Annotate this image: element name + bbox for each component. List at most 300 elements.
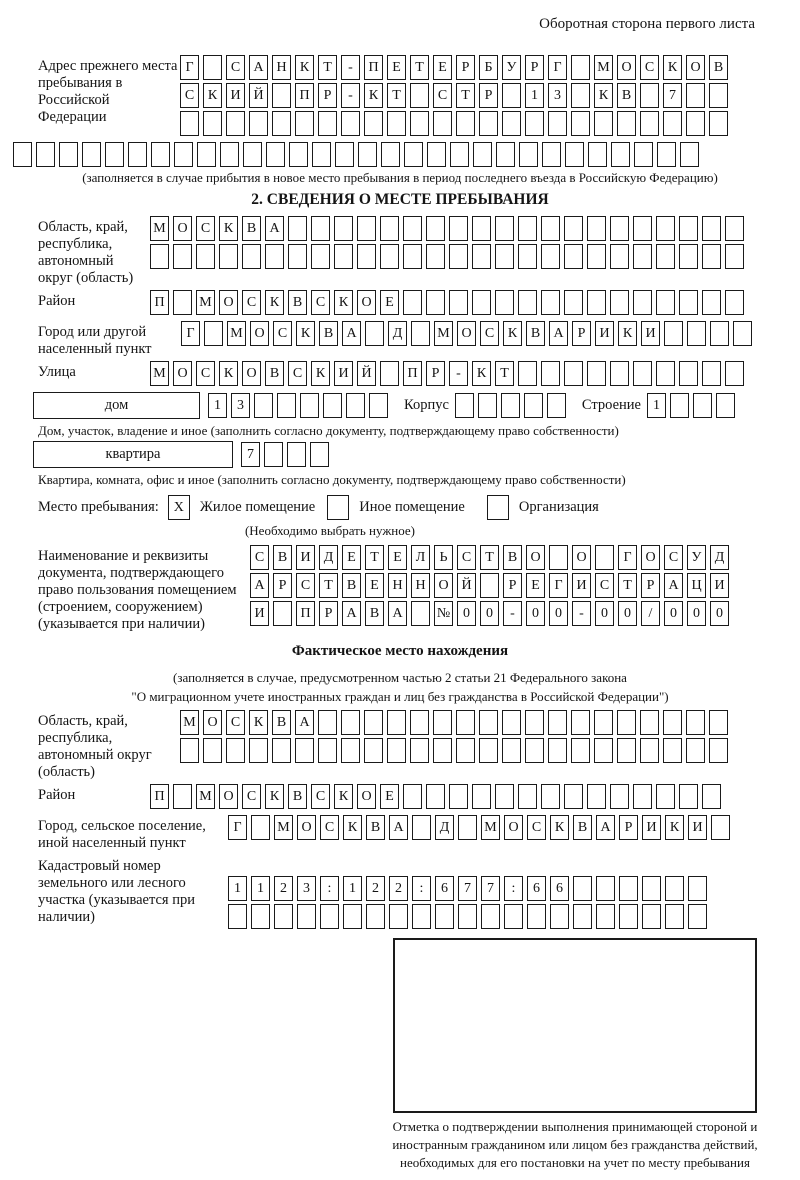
char-box[interactable]: О (457, 321, 476, 346)
char-box[interactable] (571, 738, 590, 763)
char-box[interactable] (670, 393, 689, 418)
char-box[interactable]: 6 (435, 876, 454, 901)
char-box[interactable] (318, 710, 337, 735)
char-box[interactable] (403, 216, 422, 241)
char-box[interactable] (478, 393, 497, 418)
char-box[interactable]: В (365, 601, 384, 626)
char-box[interactable] (686, 83, 705, 108)
char-box[interactable] (571, 83, 590, 108)
char-box[interactable] (541, 361, 560, 386)
char-box[interactable] (334, 216, 353, 241)
char-box[interactable] (403, 784, 422, 809)
char-box[interactable] (295, 111, 314, 136)
char-box[interactable] (504, 904, 523, 929)
char-box[interactable] (524, 393, 543, 418)
char-box[interactable] (610, 216, 629, 241)
char-box[interactable] (387, 111, 406, 136)
char-box[interactable]: С (250, 545, 269, 570)
char-box[interactable]: 2 (274, 876, 293, 901)
char-box[interactable] (702, 784, 721, 809)
char-box[interactable]: Т (410, 55, 429, 80)
char-box[interactable]: М (150, 361, 169, 386)
char-box[interactable]: В (573, 815, 592, 840)
char-box[interactable] (725, 361, 744, 386)
char-box[interactable]: М (481, 815, 500, 840)
char-box[interactable]: 7 (241, 442, 260, 467)
char-box[interactable]: К (364, 83, 383, 108)
char-box[interactable] (610, 361, 629, 386)
char-box[interactable]: У (687, 545, 706, 570)
char-box[interactable] (251, 815, 270, 840)
char-box[interactable] (573, 876, 592, 901)
char-box[interactable] (433, 710, 452, 735)
char-box[interactable]: 0 (595, 601, 614, 626)
char-box[interactable] (449, 784, 468, 809)
char-box[interactable]: Т (318, 55, 337, 80)
char-box[interactable] (173, 290, 192, 315)
char-box[interactable] (587, 244, 606, 269)
char-box[interactable]: Е (365, 573, 384, 598)
char-box[interactable]: Р (503, 573, 522, 598)
char-box[interactable]: Н (411, 573, 430, 598)
char-box[interactable]: Н (272, 55, 291, 80)
char-box[interactable]: П (150, 290, 169, 315)
char-box[interactable] (254, 393, 273, 418)
char-box[interactable]: 1 (525, 83, 544, 108)
char-box[interactable] (410, 710, 429, 735)
char-box[interactable] (663, 111, 682, 136)
char-box[interactable] (197, 142, 216, 167)
char-box[interactable] (297, 904, 316, 929)
char-box[interactable]: М (196, 290, 215, 315)
char-box[interactable] (380, 361, 399, 386)
char-box[interactable]: Е (433, 55, 452, 80)
char-box[interactable] (549, 545, 568, 570)
char-box[interactable]: К (203, 83, 222, 108)
char-box[interactable]: Т (618, 573, 637, 598)
char-box[interactable] (571, 111, 590, 136)
char-box[interactable] (679, 216, 698, 241)
char-box[interactable]: В (319, 321, 338, 346)
char-box[interactable] (665, 876, 684, 901)
char-box[interactable]: С (527, 815, 546, 840)
char-box[interactable] (564, 290, 583, 315)
char-box[interactable]: 2 (389, 876, 408, 901)
char-box[interactable] (426, 784, 445, 809)
char-box[interactable] (518, 784, 537, 809)
char-box[interactable]: М (150, 216, 169, 241)
char-box[interactable]: О (173, 216, 192, 241)
char-box[interactable] (640, 83, 659, 108)
char-box[interactable] (495, 290, 514, 315)
char-box[interactable]: Г (181, 321, 200, 346)
char-box[interactable]: В (242, 216, 261, 241)
char-box[interactable] (389, 904, 408, 929)
char-box[interactable] (311, 244, 330, 269)
char-box[interactable]: О (504, 815, 523, 840)
char-box[interactable]: К (265, 784, 284, 809)
char-box[interactable] (387, 738, 406, 763)
char-box[interactable]: В (288, 784, 307, 809)
char-box[interactable] (527, 904, 546, 929)
char-box[interactable] (456, 710, 475, 735)
char-box[interactable] (318, 111, 337, 136)
char-box[interactable]: К (265, 290, 284, 315)
char-box[interactable] (686, 111, 705, 136)
char-box[interactable]: О (572, 545, 591, 570)
char-box[interactable]: О (297, 815, 316, 840)
char-box[interactable] (243, 142, 262, 167)
char-box[interactable] (272, 738, 291, 763)
char-box[interactable]: В (503, 545, 522, 570)
char-box[interactable] (518, 216, 537, 241)
char-box[interactable]: 1 (208, 393, 227, 418)
char-box[interactable]: 3 (548, 83, 567, 108)
char-box[interactable] (633, 290, 652, 315)
char-box[interactable] (249, 111, 268, 136)
char-box[interactable]: К (663, 55, 682, 80)
char-box[interactable]: О (203, 710, 222, 735)
char-box[interactable]: А (388, 601, 407, 626)
char-box[interactable] (473, 142, 492, 167)
char-box[interactable] (564, 784, 583, 809)
char-box[interactable] (502, 738, 521, 763)
char-box[interactable] (410, 111, 429, 136)
char-box[interactable]: 7 (481, 876, 500, 901)
char-box[interactable] (311, 216, 330, 241)
char-box[interactable] (596, 904, 615, 929)
char-box[interactable] (594, 710, 613, 735)
char-box[interactable] (686, 738, 705, 763)
char-box[interactable]: И (688, 815, 707, 840)
char-box[interactable] (289, 142, 308, 167)
char-box[interactable] (495, 244, 514, 269)
char-box[interactable]: Е (387, 55, 406, 80)
char-box[interactable]: 0 (710, 601, 729, 626)
char-box[interactable] (203, 55, 222, 80)
char-box[interactable] (272, 111, 291, 136)
char-box[interactable] (427, 142, 446, 167)
char-box[interactable] (495, 216, 514, 241)
char-box[interactable]: П (364, 55, 383, 80)
char-box[interactable]: 3 (231, 393, 250, 418)
char-box[interactable] (346, 393, 365, 418)
char-box[interactable] (59, 142, 78, 167)
char-box[interactable] (412, 904, 431, 929)
char-box[interactable]: К (296, 321, 315, 346)
char-box[interactable]: Й (249, 83, 268, 108)
char-box[interactable] (656, 290, 675, 315)
char-box[interactable] (688, 876, 707, 901)
char-box[interactable]: Е (526, 573, 545, 598)
char-box[interactable]: 1 (228, 876, 247, 901)
char-box[interactable] (203, 111, 222, 136)
char-box[interactable] (381, 142, 400, 167)
char-box[interactable]: Р (273, 573, 292, 598)
char-box[interactable]: М (274, 815, 293, 840)
char-box[interactable] (479, 710, 498, 735)
char-box[interactable] (709, 710, 728, 735)
char-box[interactable]: С (226, 55, 245, 80)
char-box[interactable] (709, 738, 728, 763)
char-box[interactable] (272, 83, 291, 108)
char-box[interactable]: Д (388, 321, 407, 346)
char-box[interactable] (657, 142, 676, 167)
char-box[interactable]: С (296, 573, 315, 598)
char-box[interactable]: К (343, 815, 362, 840)
char-box[interactable]: Т (387, 83, 406, 108)
char-box[interactable] (226, 111, 245, 136)
char-box[interactable]: И (641, 321, 660, 346)
char-box[interactable] (387, 710, 406, 735)
checkbox-residential[interactable]: X (168, 495, 190, 520)
char-box[interactable] (318, 738, 337, 763)
char-box[interactable] (573, 904, 592, 929)
char-box[interactable]: М (594, 55, 613, 80)
char-box[interactable]: А (295, 710, 314, 735)
char-box[interactable] (449, 290, 468, 315)
char-box[interactable] (357, 244, 376, 269)
char-box[interactable] (595, 545, 614, 570)
char-box[interactable]: С (242, 290, 261, 315)
char-box[interactable] (449, 244, 468, 269)
char-box[interactable] (479, 111, 498, 136)
char-box[interactable]: А (342, 601, 361, 626)
char-box[interactable] (341, 111, 360, 136)
char-box[interactable] (312, 142, 331, 167)
char-box[interactable]: Р (619, 815, 638, 840)
char-box[interactable] (664, 321, 683, 346)
char-box[interactable] (640, 738, 659, 763)
char-box[interactable] (663, 738, 682, 763)
char-box[interactable]: С (311, 290, 330, 315)
char-box[interactable]: - (503, 601, 522, 626)
char-box[interactable]: Е (380, 784, 399, 809)
char-box[interactable] (36, 142, 55, 167)
char-box[interactable]: 3 (297, 876, 316, 901)
char-box[interactable] (716, 393, 735, 418)
char-box[interactable]: / (641, 601, 660, 626)
char-box[interactable]: П (295, 83, 314, 108)
char-box[interactable] (617, 111, 636, 136)
char-box[interactable] (105, 142, 124, 167)
char-box[interactable] (610, 290, 629, 315)
char-box[interactable]: О (173, 361, 192, 386)
char-box[interactable]: В (366, 815, 385, 840)
char-box[interactable] (458, 904, 477, 929)
char-box[interactable]: : (504, 876, 523, 901)
char-box[interactable] (151, 142, 170, 167)
char-box[interactable] (277, 393, 296, 418)
char-box[interactable]: А (389, 815, 408, 840)
char-box[interactable]: О (242, 361, 261, 386)
char-box[interactable] (617, 738, 636, 763)
char-box[interactable] (410, 83, 429, 108)
char-box[interactable] (542, 142, 561, 167)
char-box[interactable]: 0 (480, 601, 499, 626)
char-box[interactable]: Г (549, 573, 568, 598)
char-box[interactable] (220, 142, 239, 167)
char-box[interactable]: В (342, 573, 361, 598)
char-box[interactable] (693, 393, 712, 418)
char-box[interactable]: А (342, 321, 361, 346)
char-box[interactable]: Т (319, 573, 338, 598)
char-box[interactable]: 0 (618, 601, 637, 626)
char-box[interactable] (411, 321, 430, 346)
char-box[interactable] (633, 244, 652, 269)
char-box[interactable] (656, 361, 675, 386)
char-box[interactable] (481, 904, 500, 929)
char-box[interactable] (365, 321, 384, 346)
char-box[interactable]: Р (641, 573, 660, 598)
char-box[interactable]: К (334, 784, 353, 809)
char-box[interactable] (548, 111, 567, 136)
char-box[interactable] (480, 573, 499, 598)
char-box[interactable] (357, 216, 376, 241)
char-box[interactable] (287, 442, 306, 467)
char-box[interactable] (380, 216, 399, 241)
char-box[interactable]: С (226, 710, 245, 735)
char-box[interactable] (274, 904, 293, 929)
char-box[interactable] (710, 321, 729, 346)
char-box[interactable] (709, 111, 728, 136)
char-box[interactable] (502, 111, 521, 136)
char-box[interactable] (410, 738, 429, 763)
char-box[interactable]: Р (318, 83, 337, 108)
char-box[interactable] (679, 244, 698, 269)
char-box[interactable] (455, 393, 474, 418)
char-box[interactable]: И (226, 83, 245, 108)
char-box[interactable]: 7 (663, 83, 682, 108)
char-box[interactable] (633, 361, 652, 386)
char-box[interactable] (173, 244, 192, 269)
char-box[interactable]: О (219, 290, 238, 315)
char-box[interactable] (619, 904, 638, 929)
char-box[interactable] (702, 290, 721, 315)
char-box[interactable] (472, 784, 491, 809)
char-box[interactable] (519, 142, 538, 167)
char-box[interactable]: С (273, 321, 292, 346)
char-box[interactable] (288, 244, 307, 269)
char-box[interactable] (404, 142, 423, 167)
char-box[interactable] (266, 142, 285, 167)
char-box[interactable] (334, 244, 353, 269)
char-box[interactable]: Т (495, 361, 514, 386)
char-box[interactable]: Е (388, 545, 407, 570)
char-box[interactable]: У (502, 55, 521, 80)
char-box[interactable]: С (640, 55, 659, 80)
char-box[interactable] (300, 393, 319, 418)
char-box[interactable]: Б (479, 55, 498, 80)
char-box[interactable] (548, 710, 567, 735)
char-box[interactable] (226, 738, 245, 763)
char-box[interactable] (426, 216, 445, 241)
char-box[interactable]: - (341, 83, 360, 108)
char-box[interactable]: С (311, 784, 330, 809)
char-box[interactable] (426, 244, 445, 269)
char-box[interactable] (611, 142, 630, 167)
char-box[interactable] (341, 738, 360, 763)
char-box[interactable] (456, 111, 475, 136)
char-box[interactable] (380, 244, 399, 269)
char-box[interactable]: С (480, 321, 499, 346)
char-box[interactable]: С (320, 815, 339, 840)
char-box[interactable] (594, 738, 613, 763)
char-box[interactable]: Н (388, 573, 407, 598)
char-box[interactable] (725, 290, 744, 315)
char-box[interactable] (680, 142, 699, 167)
char-box[interactable] (273, 601, 292, 626)
char-box[interactable]: О (250, 321, 269, 346)
char-box[interactable]: В (709, 55, 728, 80)
char-box[interactable]: Р (479, 83, 498, 108)
char-box[interactable]: 0 (457, 601, 476, 626)
char-box[interactable] (594, 111, 613, 136)
char-box[interactable]: Ь (434, 545, 453, 570)
char-box[interactable] (564, 361, 583, 386)
char-box[interactable]: С (196, 216, 215, 241)
char-box[interactable] (711, 815, 730, 840)
char-box[interactable] (610, 784, 629, 809)
char-box[interactable]: К (219, 216, 238, 241)
char-box[interactable]: С (180, 83, 199, 108)
char-box[interactable] (679, 290, 698, 315)
char-box[interactable]: О (357, 290, 376, 315)
char-box[interactable] (548, 738, 567, 763)
char-box[interactable]: А (664, 573, 683, 598)
char-box[interactable] (128, 142, 147, 167)
char-box[interactable] (733, 321, 752, 346)
char-box[interactable] (228, 904, 247, 929)
char-box[interactable]: В (272, 710, 291, 735)
char-box[interactable]: С (196, 361, 215, 386)
char-box[interactable]: 0 (664, 601, 683, 626)
char-box[interactable] (341, 710, 360, 735)
char-box[interactable]: Й (357, 361, 376, 386)
char-box[interactable]: В (617, 83, 636, 108)
char-box[interactable] (412, 815, 431, 840)
char-box[interactable]: И (250, 601, 269, 626)
char-box[interactable] (472, 244, 491, 269)
char-box[interactable] (479, 738, 498, 763)
char-box[interactable] (450, 142, 469, 167)
char-box[interactable]: 0 (526, 601, 545, 626)
char-box[interactable] (364, 738, 383, 763)
char-box[interactable] (251, 904, 270, 929)
char-box[interactable]: К (618, 321, 637, 346)
char-box[interactable] (358, 142, 377, 167)
char-box[interactable]: : (412, 876, 431, 901)
char-box[interactable]: Й (457, 573, 476, 598)
char-box[interactable] (458, 815, 477, 840)
char-box[interactable]: - (341, 55, 360, 80)
char-box[interactable] (472, 216, 491, 241)
char-box[interactable] (204, 321, 223, 346)
char-box[interactable] (702, 361, 721, 386)
char-box[interactable] (617, 710, 636, 735)
char-box[interactable]: П (150, 784, 169, 809)
checkbox-other-premises[interactable] (327, 495, 349, 520)
char-box[interactable] (449, 216, 468, 241)
char-box[interactable]: И (334, 361, 353, 386)
char-box[interactable] (288, 216, 307, 241)
char-box[interactable] (320, 904, 339, 929)
char-box[interactable] (571, 710, 590, 735)
char-box[interactable]: Т (480, 545, 499, 570)
char-box[interactable]: П (296, 601, 315, 626)
char-box[interactable]: М (434, 321, 453, 346)
char-box[interactable] (426, 290, 445, 315)
